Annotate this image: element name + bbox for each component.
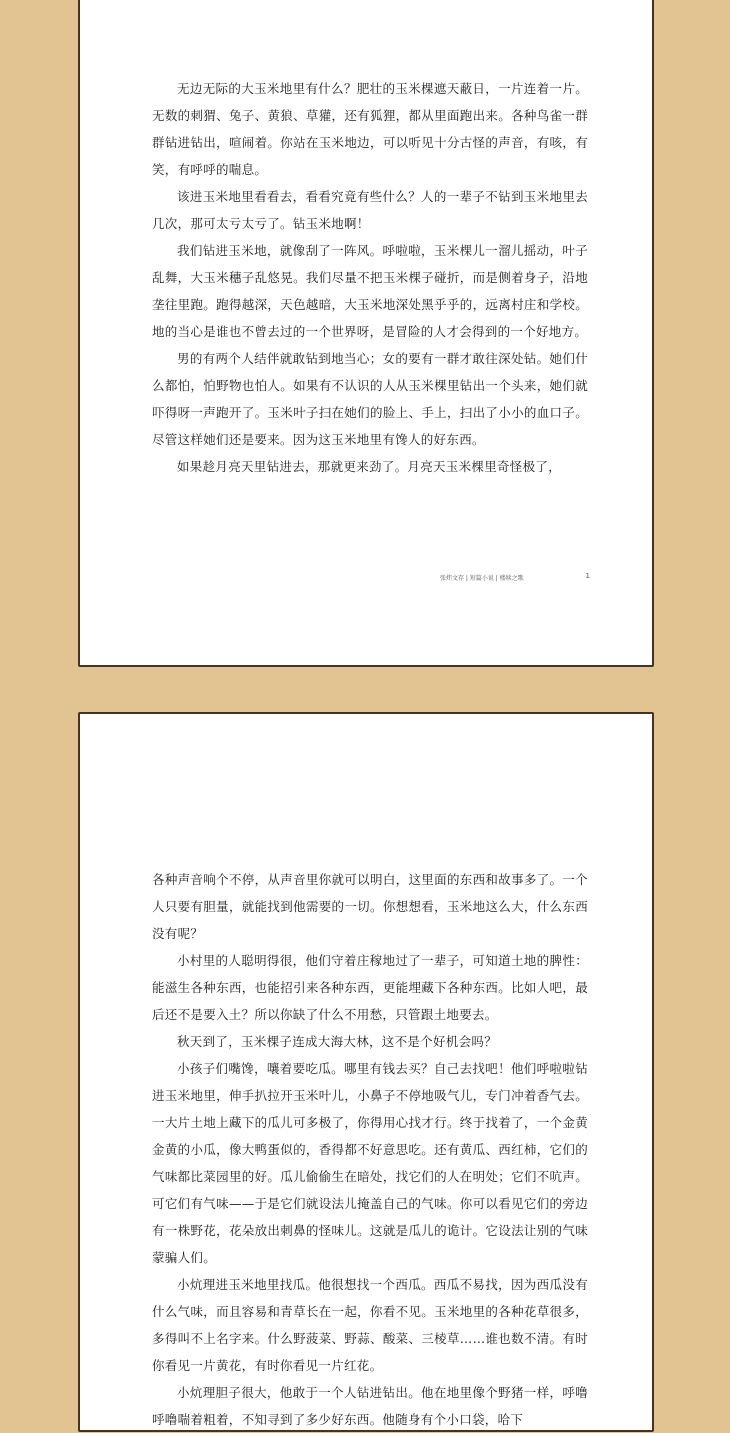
paragraph: 该进玉米地里看看去，看看究竟有些什么？人的一辈子不钻到玉米地里去几次，那可太亏太亏了。钻玉米地啊！ <box>152 189 588 231</box>
page-1-text <box>152 75 588 480</box>
paragraph: 各种声音响个不停，从声音里你就可以明白，这里面的东西和故事多了。一个人只要有胆量，就能找到他需要的一切。你想想看，玉米地这么大，什么东西没有呢？ <box>152 872 588 941</box>
running-footer-text: 张炜文存 | 短篇小说 | 楼犊之歌 <box>440 575 524 582</box>
paragraph: 如果趁月亮天里钻进去，那就更来劲了。月亮天玉米棵里奇怪极了， <box>177 459 562 474</box>
paragraph: 我们钻进玉米地，就像刮了一阵风。呼啦啦，玉米棵儿一溜儿摇动，叶子乱舞，大玉米穗子乱悠晃。我们尽量不把玉米棵子碰折，而是侧着身子，沿地垄往里跑。跑得越深，天色越暗，大玉米地深处黑乎乎的，远离村庄和学校。地的当心是谁也不曾去过的一个世界呀，是冒险的人才会得到的一个好地方。 <box>152 243 588 339</box>
paragraph: 小村里的人聪明得很，他们守着庄稼地过了一辈子，可知道土地的脾性：能滋生各种东西，也能招引来各种东西，更能埋藏下各种东西。比如人吧，最后还不是要入土？所以你缺了什么不用愁，只管跟土地要去。 <box>152 953 588 1022</box>
page-1 <box>78 0 654 667</box>
page-footer <box>440 570 590 584</box>
page-2-text <box>152 866 588 1433</box>
paragraph: 无边无际的大玉米地里有什么？肥壮的玉米棵遮天蔽日，一片连着一片。无数的刺猬、兔子、黄狼、草獾，还有狐狸，都从里面跑出来。各种鸟雀一群群钻进钻出，喧闹着。你站在玉米地边，可以听见十分古怪的声音，有咳，有笑，有呼呼的喘息。 <box>152 81 588 177</box>
page-2 <box>78 712 654 1432</box>
paragraph: 小孩子们嘴馋，嚷着要吃瓜。哪里有钱去买？自己去找吧！他们呼啦啦钻进玉米地里，伸手扒拉开玉米叶儿，小鼻子不停地吸气儿，专门冲着香气去。一大片土地上藏下的瓜儿可多极了，你得用心找才行。终于找着了，一个金黄金黄的小瓜，像大鸭蛋似的，香得都不好意思吃。还有黄瓜、西红柿，它们的气味都比菜园里的好。瓜儿偷偷生在暗处，找它们的人在明处；它们不吭声。可它们有气味——于是它们就设法儿掩盖自己的气味。你可以看见它们的旁边有一株野花，花朵放出刺鼻的怪味儿。这就是瓜儿的诡计。它设法让别的气味蒙骗人们。 <box>152 1061 588 1265</box>
paragraph: 小炕理胆子很大，他敢于一个人钻进钻出。他在地里像个野猪一样，呼噜呼噜喘着粗着，不知寻到了多少好东西。他随身有个小口袋，哈下 <box>152 1385 588 1427</box>
paragraph: 秋天到了，玉米棵子连成大海大林，这不是个好机会吗？ <box>177 1034 498 1049</box>
paragraph: 男的有两个人结伴就敢钻到地当心；女的要有一群才敢往深处钻。她们什么都怕，怕野物也怕人。如果有不认识的人从玉米棵里钻出一个头来，她们就吓得呀一声跑开了。玉米叶子扫在她们的脸上、手上，扫出了小小的血口子。尽管这样她们还是要来。因为这玉米地里有馋人的好东西。 <box>152 351 588 447</box>
page-number: 1 <box>585 572 590 580</box>
paragraph: 小炕理进玉米地里找瓜。他很想找一个西瓜。西瓜不易找，因为西瓜没有什么气味，而且容易和青草长在一起，你看不见。玉米地里的各种花草很多，多得叫不上名字来。什么野菠菜、野蒜、酸菜、三棱草……谁也数不清。有时你看见一片黄花，有时你看见一片红花。 <box>152 1277 588 1373</box>
